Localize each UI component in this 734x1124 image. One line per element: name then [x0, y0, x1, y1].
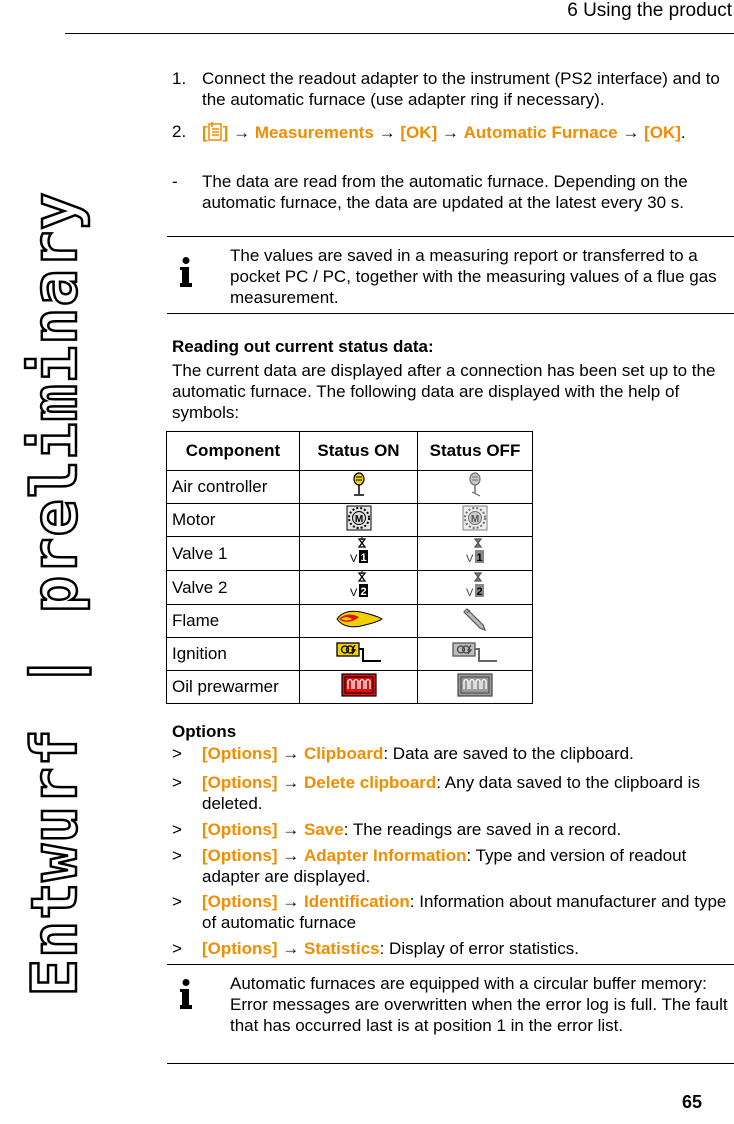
- option-text: [202, 743, 732, 764]
- options-key: [Options]: [202, 892, 278, 911]
- option-desc: : Information about manufacturer and type of automatic furnace: [202, 892, 727, 932]
- status-off-cell: [418, 471, 533, 504]
- svg-text:V: V: [349, 553, 357, 565]
- air-controller-on-icon: [349, 472, 369, 498]
- step-text: The data are read from the automatic furnace. Depending on the automatic furnace, the data are updated at the latest every 30 s.: [202, 172, 688, 212]
- bullet-marker: >: [172, 892, 182, 911]
- option-text: [202, 938, 732, 959]
- ok-key: [OK]: [400, 123, 438, 142]
- valve-1-on-icon: [346, 537, 372, 565]
- component-label: Motor: [167, 504, 300, 537]
- options-key: [Options]: [202, 820, 278, 839]
- flame-on-icon: [335, 608, 383, 630]
- arrow: →: [282, 846, 300, 865]
- step-text: [202, 121, 732, 143]
- status-off-cell: [418, 605, 533, 638]
- status-on-cell: [300, 471, 418, 504]
- option-name: Save: [304, 820, 344, 839]
- table-row: [167, 638, 533, 671]
- component-label: Air controller: [167, 471, 300, 504]
- status-off-cell: [418, 638, 533, 671]
- arrow: →: [622, 123, 640, 142]
- ok-key: [OK]: [644, 123, 681, 142]
- arrow: →: [233, 123, 251, 142]
- svg-text:2: 2: [359, 586, 367, 598]
- arrow: →: [282, 892, 300, 911]
- status-off-cell: [418, 504, 533, 537]
- svg-text:1: 1: [359, 552, 367, 564]
- valve-2-on-icon: [346, 571, 372, 599]
- table-row: [167, 471, 533, 504]
- arrow: →: [282, 939, 300, 958]
- option-desc: : The readings are saved in a record.: [343, 820, 622, 839]
- svg-text:M: M: [470, 513, 480, 525]
- info-note: [167, 236, 734, 314]
- step-end: .: [680, 123, 686, 142]
- options-key: [Options]: [202, 744, 278, 763]
- valve-2-off-icon: [462, 571, 488, 599]
- status-on-cell: [300, 638, 418, 671]
- table-row: [167, 605, 533, 638]
- section-intro: The current data are displayed after a connection has been set up to the automatic furnace. The following data are displayed with the help of symbols:: [172, 361, 716, 422]
- bullet-marker: >: [172, 820, 182, 839]
- options-key: [Options]: [202, 939, 278, 958]
- option-desc: : Type and version of readout adapter are displayed.: [202, 846, 687, 886]
- svg-text:M: M: [354, 513, 363, 525]
- option-name: Identification: [304, 892, 410, 911]
- option-desc: : Data are saved to the clipboard.: [383, 744, 634, 763]
- step-number: 1.: [172, 69, 187, 88]
- page-header-title: 6 Using the product: [567, 0, 732, 21]
- menu-bracket-close: ]: [222, 123, 229, 142]
- info-note-text: Automatic furnaces are equipped with a circular buffer memory: Error messages are overwritten when the error log is full. The fault that has occurred last is at position 1 in the error list.: [230, 974, 728, 1035]
- status-on-cell: [300, 671, 418, 704]
- status-on-cell: [300, 605, 418, 638]
- option-name: Statistics: [304, 939, 380, 958]
- info-icon: [179, 257, 193, 287]
- options-key: [Options]: [202, 773, 278, 792]
- menu-bracket-open: [: [202, 123, 208, 142]
- arrow: →: [282, 744, 300, 763]
- option-text: [202, 845, 732, 887]
- column-header: Status ON: [300, 432, 418, 471]
- info-icon: [179, 979, 193, 1009]
- step-text: Connect the readout adapter to the instrument (PS2 interface) and to the automatic furnace (use adapter ring if necessary).: [202, 69, 720, 109]
- component-label: Ignition: [167, 638, 300, 671]
- ignition-off-icon: [451, 639, 499, 665]
- option-name: Clipboard: [304, 744, 384, 763]
- column-header: Status OFF: [418, 432, 533, 471]
- ignition-on-icon: [335, 639, 383, 665]
- bullet-marker: >: [172, 939, 182, 958]
- svg-text:V: V: [466, 587, 474, 599]
- arrow: →: [282, 773, 300, 792]
- component-label: Valve 1: [167, 537, 300, 571]
- table-row: [167, 671, 533, 704]
- arrow: →: [441, 123, 459, 142]
- option-text: [202, 891, 732, 933]
- info-note-text: The values are saved in a measuring report or transferred to a pocket PC / PC, together with the measuring values of a flue gas measurement.: [230, 246, 717, 307]
- component-label: Flame: [167, 605, 300, 638]
- option-name: Adapter Information: [304, 846, 467, 865]
- option-text: [202, 772, 732, 814]
- info-note: [167, 964, 734, 1064]
- oil-prewarmer-off-icon: [457, 673, 493, 697]
- option-desc: : Display of error statistics.: [379, 939, 579, 958]
- table-row: [167, 571, 533, 605]
- bullet-marker: >: [172, 744, 182, 763]
- status-off-cell: [418, 537, 533, 571]
- bullet-marker: >: [172, 846, 182, 865]
- svg-text:V: V: [349, 587, 357, 599]
- component-label: Oil prewarmer: [167, 671, 300, 704]
- options-key: [Options]: [202, 846, 278, 865]
- step-number: 2.: [172, 122, 187, 141]
- menu-icon: [208, 121, 223, 141]
- status-on-cell: [300, 537, 418, 571]
- option-desc: : Any data saved to the clipboard is deleted.: [202, 773, 700, 813]
- status-symbol-table: [166, 431, 533, 704]
- status-off-cell: [418, 671, 533, 704]
- bullet-marker: >: [172, 773, 182, 792]
- table-row: [167, 504, 533, 537]
- header-rule: [65, 33, 734, 34]
- air-controller-off-icon: [465, 472, 485, 498]
- svg-text:1: 1: [476, 552, 483, 564]
- valve-1-off-icon: [462, 537, 488, 565]
- menu-measurements: Measurements: [254, 123, 374, 142]
- arrow: →: [378, 123, 396, 142]
- menu-automatic-furnace: Automatic Furnace: [463, 123, 618, 142]
- column-header: Component: [167, 432, 300, 471]
- motor-off-icon: [462, 505, 488, 531]
- watermark: Entwurf | preliminary: [18, 191, 91, 997]
- flame-off-icon: [462, 606, 488, 632]
- status-off-cell: [418, 571, 533, 605]
- option-name: Delete clipboard: [304, 773, 437, 792]
- oil-prewarmer-on-icon: [341, 673, 377, 697]
- options-heading: Options: [172, 722, 237, 741]
- svg-text:V: V: [466, 553, 474, 565]
- status-on-cell: [300, 571, 418, 605]
- table-header-row: [167, 432, 533, 471]
- page-number: 65: [681, 1092, 702, 1112]
- component-label: Valve 2: [167, 571, 300, 605]
- table-row: [167, 537, 533, 571]
- motor-on-icon: [346, 505, 372, 531]
- svg-text:2: 2: [476, 586, 483, 598]
- arrow: →: [282, 820, 300, 839]
- step-dash: -: [172, 172, 178, 191]
- section-heading: Reading out current status data:: [172, 337, 434, 356]
- option-text: [202, 819, 732, 840]
- status-on-cell: [300, 504, 418, 537]
